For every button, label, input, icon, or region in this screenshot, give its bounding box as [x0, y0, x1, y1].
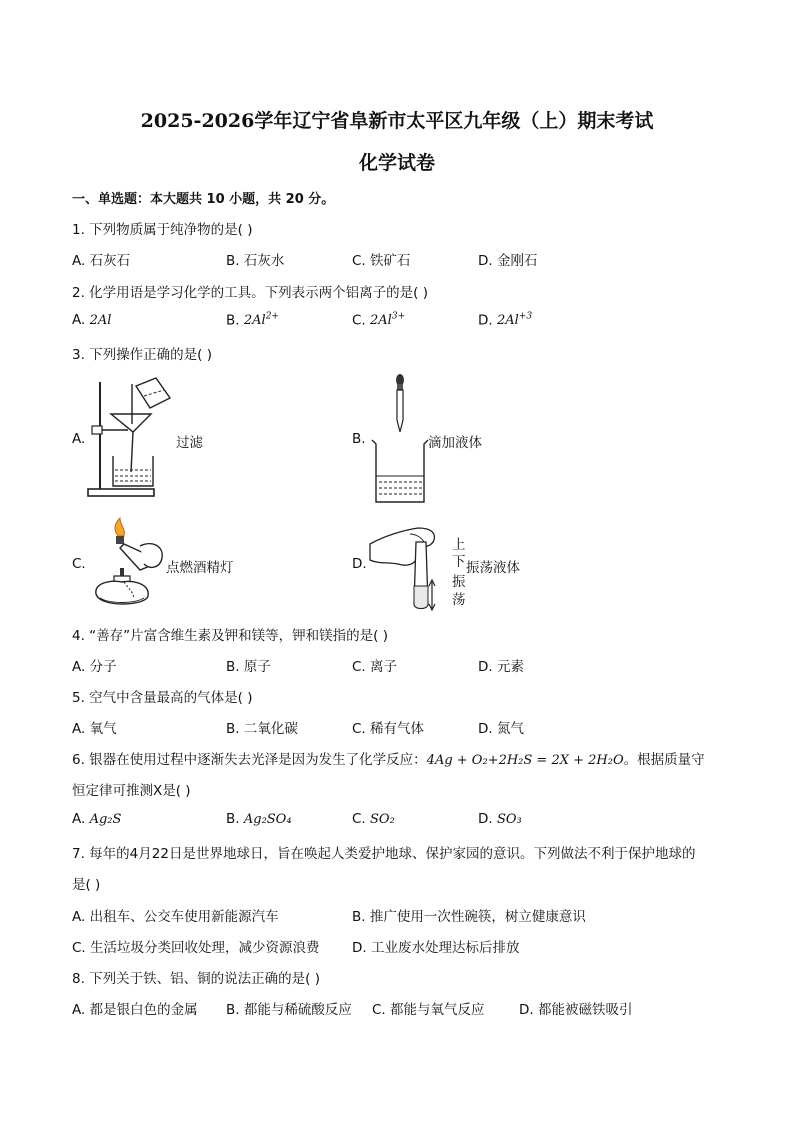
- q8-option-d: D. 都能被磁铁吸引: [519, 1002, 633, 1018]
- q2-option-b: [226, 312, 279, 328]
- shaking-test-tube-figure: [370, 520, 440, 610]
- q6-d-prefix: D.: [478, 811, 497, 827]
- q2-c-charge: 3+: [391, 312, 406, 322]
- q8-option-b: B. 都能与稀硫酸反应: [226, 1002, 352, 1018]
- alcohol-lamp-lighting-figure: [90, 518, 170, 610]
- q6-a-prefix: A.: [72, 811, 90, 827]
- q3-option-b-label: 滴加液体: [428, 435, 482, 451]
- q2-a-formula: 2Al: [89, 313, 112, 328]
- q2-option-a: [72, 312, 111, 328]
- exam-title: 2025-2026学年辽宁省阜新市太平区九年级（上）期末考试: [140, 110, 654, 132]
- q6-option-b: [226, 811, 292, 827]
- q8-option-c: C. 都能与氧气反应: [372, 1002, 485, 1018]
- q2-b-base: 2Al: [243, 313, 266, 329]
- q1-option-a: A. 石灰石: [72, 253, 131, 269]
- q3-option-d-letter: D.: [352, 556, 367, 572]
- q2-d-prefix: D.: [478, 312, 497, 329]
- q5-option-a: A. 氧气: [72, 721, 117, 737]
- q2-b-formula: [244, 313, 279, 328]
- question-7-stem-line-1: 7. 每年的4月22日是世界地球日，旨在唤起人类爱护地球、保护家园的意识。下列做法不利于保护地球的: [72, 846, 696, 862]
- q6-c-formula: SO₂: [370, 812, 395, 827]
- q3-option-a-label: 过滤: [176, 435, 203, 451]
- q6-b-prefix: B.: [226, 811, 244, 827]
- q6-option-d: [478, 811, 522, 827]
- question-5-stem: 5. 空气中含量最高的气体是( ): [72, 690, 253, 706]
- q6-b-formula: Ag₂SO₄: [243, 812, 292, 827]
- q1-option-c: C. 铁矿石: [352, 253, 411, 269]
- question-6-stem-line-1: [72, 748, 705, 768]
- q8-option-a: A. 都是银白色的金属: [72, 1002, 198, 1018]
- q7-option-c: C. 生活垃圾分类回收处理，减少资源浪费: [72, 940, 320, 956]
- q2-b-prefix: B.: [226, 312, 244, 329]
- q2-c-base: 2Al: [370, 313, 392, 329]
- q7-option-b: B. 推广使用一次性碗筷，树立健康意识: [352, 909, 586, 925]
- q2-b-charge: 2+: [265, 312, 279, 322]
- q7-option-a: A. 出租车、公交车使用新能源汽车: [72, 909, 279, 925]
- q2-option-d: [478, 312, 532, 328]
- q7-option-d: D. 工业废水处理达标后排放: [352, 940, 520, 956]
- q3-option-d-side-4: 荡: [452, 592, 466, 608]
- q3-option-d-side-3: 振: [452, 574, 466, 590]
- question-4-stem: 4. “善存”片富含维生素及钾和镁等，钾和镁指的是( ): [72, 628, 388, 644]
- q4-option-a: A. 分子: [72, 659, 117, 675]
- q2-option-c: [352, 312, 405, 328]
- q2-d-formula: [497, 313, 532, 328]
- q6-option-c: [352, 811, 395, 827]
- q6-stem-text: 6. 银器在使用过程中逐渐失去光泽是因为发生了化学反应：: [72, 752, 427, 768]
- q2-c-formula: [370, 313, 405, 328]
- q5-option-b: B. 二氧化碳: [226, 721, 298, 737]
- q6-c-prefix: C.: [352, 811, 371, 827]
- q1-option-d: D. 金刚石: [478, 253, 538, 269]
- question-3-stem: 3. 下列操作正确的是( ): [72, 347, 212, 363]
- q4-option-d: D. 元素: [478, 659, 524, 675]
- question-6-stem-line-2: 恒定律可推测X是( ): [72, 783, 191, 799]
- question-7-stem-line-2: 是( ): [72, 877, 101, 893]
- q3-option-c-label: 点燃酒精灯: [166, 560, 234, 576]
- question-8-stem: 8. 下列关于铁、铝、铜的说法正确的是( ): [72, 971, 320, 987]
- q6-d-formula: SO₃: [496, 812, 522, 827]
- q3-option-d-side-2: 下: [452, 554, 466, 570]
- q6-stem-tail: 。根据质量守: [623, 752, 705, 768]
- q6-option-a: [72, 811, 121, 827]
- dropper-beaker-figure: [368, 374, 428, 504]
- q6-a-formula: Ag₂S: [89, 812, 122, 827]
- q4-option-b: B. 原子: [226, 659, 271, 675]
- q4-option-c: C. 离子: [352, 659, 398, 675]
- question-2-stem: 2. 化学用语是学习化学的工具。下列表示两个铝离子的是( ): [72, 285, 428, 301]
- q6-equation: 4Ag + O₂+2H₂S = 2X + 2H₂O: [426, 753, 624, 768]
- q5-option-c: C. 稀有气体: [352, 721, 425, 737]
- q3-option-c-letter: C.: [72, 556, 86, 572]
- exam-subtitle: 化学试卷: [358, 152, 435, 174]
- q5-option-d: D. 氮气: [478, 721, 524, 737]
- q3-option-a-letter: A.: [72, 431, 86, 447]
- section-heading: 一、单选题：本大题共 10 小题，共 20 分。: [72, 192, 335, 207]
- question-1-stem: 1. 下列物质属于纯净物的是( ): [72, 222, 253, 238]
- q2-c-prefix: C.: [352, 312, 371, 329]
- q1-option-b: B. 石灰水: [226, 253, 285, 269]
- q3-option-b-letter: B.: [352, 431, 366, 447]
- filtration-apparatus-figure: [86, 376, 176, 500]
- q3-option-d-side-1: 上: [452, 537, 466, 553]
- q3-option-d-label: 振荡液体: [466, 560, 520, 576]
- q2-d-base: 2Al: [496, 313, 519, 329]
- q2-a-prefix: A.: [72, 312, 90, 328]
- q2-d-charge: +3: [518, 312, 533, 322]
